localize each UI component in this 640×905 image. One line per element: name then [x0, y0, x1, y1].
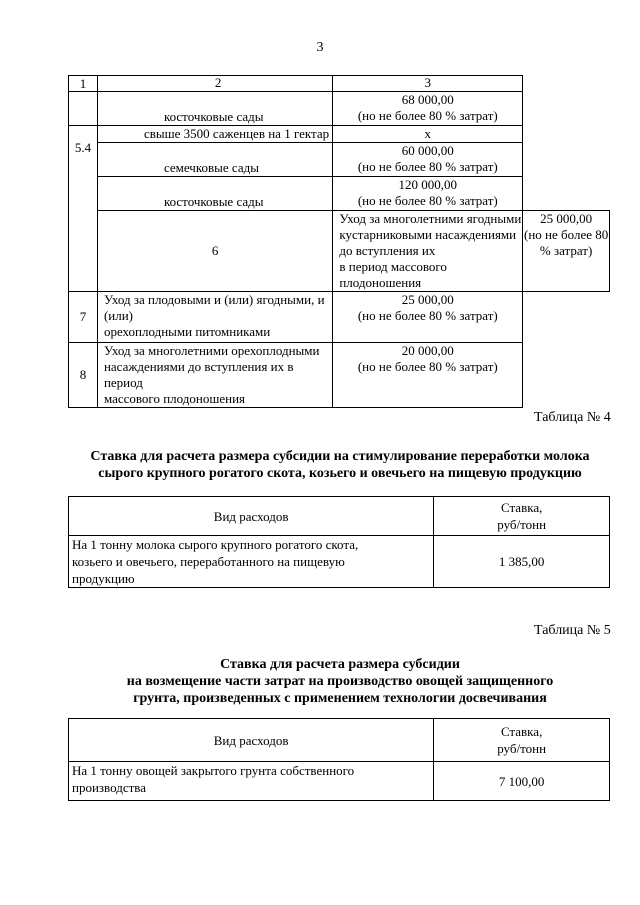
row-name-line: орехоплодными питомниками: [103, 324, 271, 339]
row-name-line: На 1 тонну овощей закрытого грунта собственного: [72, 763, 355, 778]
title-line: сырого крупного рогатого скота, козьего и овечьего на пищевую продукцию: [98, 466, 582, 481]
row-rate: 7 100,00: [434, 762, 610, 801]
table-row: [69, 343, 610, 408]
row-name-line: Уход за многолетними орехоплодными: [103, 343, 320, 358]
row-name: свыше 3500 саженцев на 1 гектар: [97, 126, 332, 143]
table-row: [69, 143, 610, 177]
row-name: [97, 343, 332, 408]
table-row: [69, 126, 610, 143]
header-line: руб/тонн: [497, 517, 547, 532]
header-line: руб/тонн: [497, 741, 547, 756]
row-number: 5.4: [69, 126, 98, 292]
rate-note: (но не более 80 % затрат): [357, 359, 498, 374]
title-line: грунта, произведенных с применением технологии досвечивания: [133, 691, 547, 706]
row-rate: [333, 92, 523, 126]
rate-note: (но не более 80 % затрат): [524, 227, 609, 258]
row-name-line: На 1 тонну молока сырого крупного рогатого скота,: [72, 537, 359, 552]
rate-amount: 25 000,00: [401, 292, 454, 307]
header-col-3: 3: [333, 76, 523, 92]
row-name-line: производства: [72, 780, 147, 795]
row-name: [97, 292, 332, 343]
header-line: Ставка,: [500, 724, 543, 739]
table-4: [68, 496, 610, 588]
header-col-2: 2: [97, 76, 332, 92]
table-header-row: [69, 719, 610, 762]
header-line: Ставка,: [500, 500, 543, 515]
title-line: Ставка для расчета размера субсидии на стимулирование переработки молока: [90, 449, 590, 464]
row-rate: [523, 211, 610, 292]
table-row: [69, 177, 610, 211]
table-row: [69, 292, 610, 343]
row-number: 6: [97, 211, 332, 292]
row-name-line: кустарниковыми насаждениями до вступления их: [339, 227, 517, 258]
table-row: [69, 536, 610, 588]
row-name-line: Уход за многолетними ягодными: [339, 211, 522, 226]
row-name: семечковые сады: [97, 143, 332, 177]
rate-note: (но не более 80 % затрат): [357, 308, 498, 323]
header-col-1: Вид расходов: [69, 719, 434, 762]
title-line: Ставка для расчета размера субсидии: [220, 657, 460, 672]
header-col-1: 1: [69, 76, 98, 92]
row-number: 7: [69, 292, 98, 343]
table-5-caption: Таблица № 5: [534, 623, 611, 638]
rate-amount: 120 000,00: [398, 177, 458, 192]
row-rate: [333, 143, 523, 177]
row-name-line: продукцию: [72, 571, 135, 586]
row-name-line: массового плодоношения: [103, 391, 246, 406]
rate-amount: 68 000,00: [401, 92, 454, 107]
rate-note: (но не более 80 % затрат): [357, 108, 498, 123]
row-rate: [333, 292, 523, 343]
row-rate: х: [333, 126, 523, 143]
table-header-row: [69, 497, 610, 536]
row-name: косточковые сады: [97, 92, 332, 126]
rate-amount: 60 000,00: [401, 143, 454, 158]
rate-note: (но не более 80 % затрат): [357, 159, 498, 174]
title-line: на возмещение части затрат на производство овощей защищенного: [126, 674, 554, 689]
rate-note: (но не более 80 % затрат): [357, 193, 498, 208]
header-col-1: Вид расходов: [69, 497, 434, 536]
header-col-2: [434, 497, 610, 536]
row-name: [333, 211, 523, 292]
table-3: [68, 75, 610, 408]
row-number: 8: [69, 343, 98, 408]
table-row: [69, 211, 610, 292]
row-name-line: козьего и овечьего, переработанного на пищевую: [72, 554, 345, 569]
row-name: [69, 536, 434, 588]
row-rate: [333, 177, 523, 211]
row-name: косточковые сады: [97, 177, 332, 211]
table-row: [69, 762, 610, 801]
row-name-line: насаждениями до вступления их в период: [103, 359, 294, 390]
table-header-row: [69, 76, 610, 92]
row-name-line: в период массового плодоношения: [339, 259, 447, 290]
row-name-line: Уход за плодовыми и (или) ягодными, и (или): [103, 292, 325, 323]
row-name: [69, 762, 434, 801]
header-col-2: [434, 719, 610, 762]
table-5-title: [40, 656, 640, 707]
table-5: [68, 718, 610, 801]
rate-amount: 25 000,00: [540, 211, 593, 226]
row-number: [69, 92, 98, 126]
row-rate: 1 385,00: [434, 536, 610, 588]
table-row: [69, 92, 610, 126]
table-4-title: [40, 448, 640, 482]
table-4-caption: Таблица № 4: [534, 410, 611, 425]
page-number: 3: [316, 40, 324, 55]
row-rate: [333, 343, 523, 408]
rate-amount: 20 000,00: [401, 343, 454, 358]
